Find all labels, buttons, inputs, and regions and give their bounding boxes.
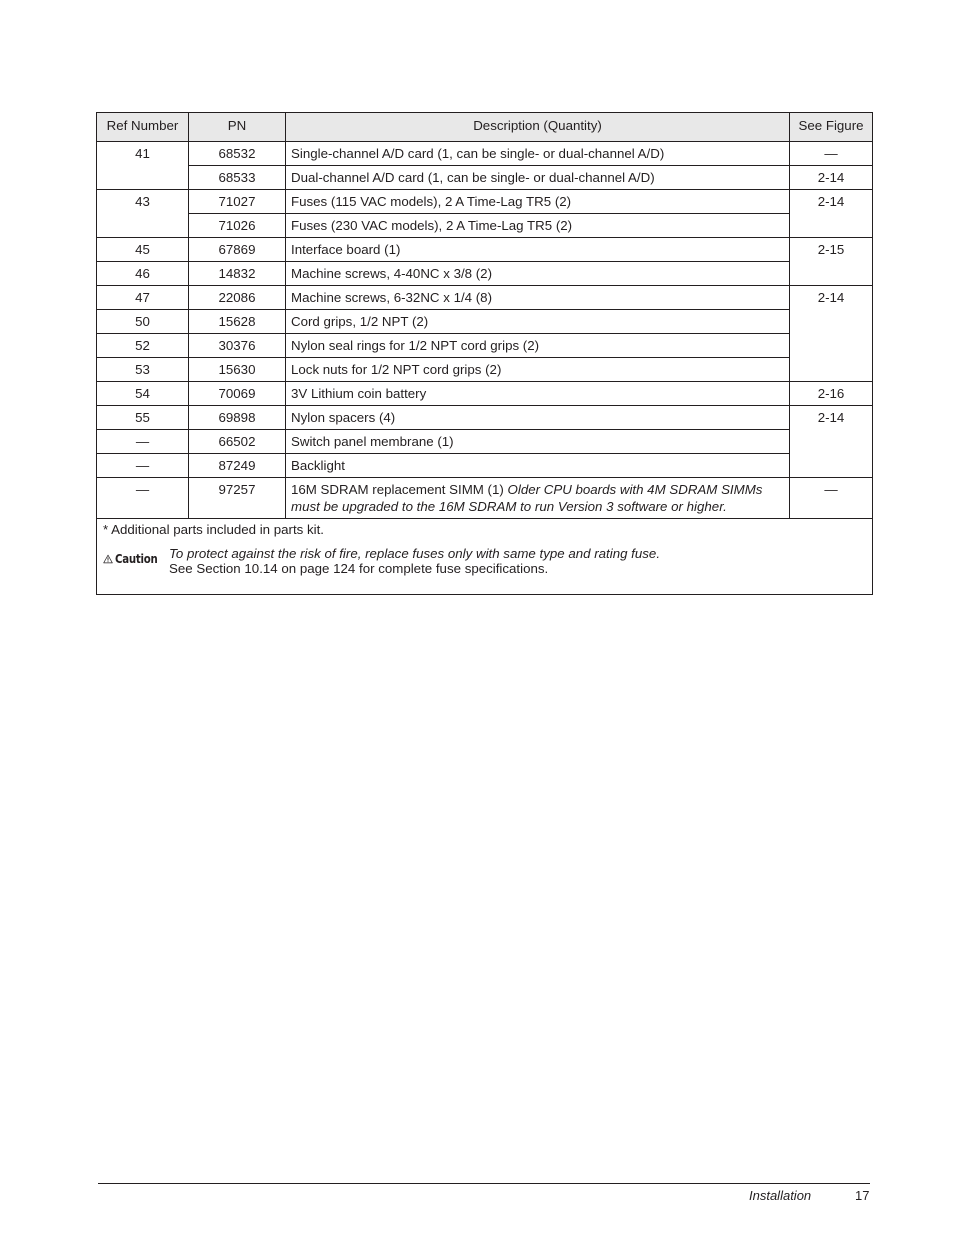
- cell-figure: —: [790, 142, 873, 166]
- table-row: [97, 214, 873, 238]
- cell-description: Interface board (1): [286, 238, 790, 262]
- notes-cell: [97, 519, 873, 595]
- table-row: [97, 262, 873, 286]
- table-row: [97, 166, 873, 190]
- cell-ref: 45: [97, 238, 189, 262]
- description-note: Older CPU boards with 4M SDRAM SIMMs must be upgraded to the 16M SDRAM to run Version 3 software or higher.: [291, 482, 763, 514]
- footer-section-title: Installation: [749, 1188, 812, 1203]
- cell-description: Nylon spacers (4): [286, 406, 790, 430]
- cell-figure: 2-14: [790, 166, 873, 190]
- cell-ref: 41: [97, 142, 189, 190]
- caution-label: [103, 546, 165, 572]
- cell-ref: 53: [97, 358, 189, 382]
- table-row: [97, 478, 873, 519]
- caution-word: Caution: [115, 551, 158, 566]
- caution-text: [169, 546, 660, 576]
- cell-ref: 47: [97, 286, 189, 310]
- description-text: 16M SDRAM replacement SIMM (1): [291, 482, 504, 497]
- table-notes-row: [97, 519, 873, 595]
- table-row: [97, 238, 873, 262]
- cell-description: [286, 478, 790, 519]
- table-row: [97, 430, 873, 454]
- cell-figure: 2-14: [790, 190, 873, 238]
- cell-pn: 87249: [189, 454, 286, 478]
- cell-figure: 2-14: [790, 406, 873, 478]
- cell-pn: 68533: [189, 166, 286, 190]
- cell-pn: 68532: [189, 142, 286, 166]
- caution-block: [103, 546, 866, 576]
- table-row: [97, 286, 873, 310]
- cell-pn: 15628: [189, 310, 286, 334]
- cell-ref: 55: [97, 406, 189, 430]
- table-row: [97, 334, 873, 358]
- cell-description: Machine screws, 4-40NC x 3/8 (2): [286, 262, 790, 286]
- parts-table: [96, 112, 873, 595]
- cell-description: 3V Lithium coin battery: [286, 382, 790, 406]
- cell-ref: —: [97, 454, 189, 478]
- cell-pn: 71027: [189, 190, 286, 214]
- cell-pn: 30376: [189, 334, 286, 358]
- table-row: [97, 358, 873, 382]
- cell-description: Single-channel A/D card (1, can be single- or dual-channel A/D): [286, 142, 790, 166]
- caution-warning: To protect against the risk of fire, replace fuses only with same type and rating fuse.: [169, 546, 661, 561]
- table-row: [97, 454, 873, 478]
- header-see-figure: See Figure: [790, 113, 873, 142]
- caution-reference: See Section 10.14 on page 124 for complete fuse specifications.: [169, 561, 549, 576]
- cell-pn: 66502: [189, 430, 286, 454]
- table-row: [97, 190, 873, 214]
- cell-description: Fuses (230 VAC models), 2 A Time-Lag TR5 (2): [286, 214, 790, 238]
- cell-ref: —: [97, 430, 189, 454]
- cell-description: Nylon seal rings for 1/2 NPT cord grips (2): [286, 334, 790, 358]
- cell-ref: 43: [97, 190, 189, 238]
- cell-ref: —: [97, 478, 189, 519]
- cell-ref: 54: [97, 382, 189, 406]
- cell-pn: 69898: [189, 406, 286, 430]
- cell-description: Switch panel membrane (1): [286, 430, 790, 454]
- table-header-row: [97, 113, 873, 142]
- cell-description: Cord grips, 1/2 NPT (2): [286, 310, 790, 334]
- footer-divider: [98, 1183, 870, 1184]
- cell-description: Fuses (115 VAC models), 2 A Time-Lag TR5 (2): [286, 190, 790, 214]
- cell-figure: —: [790, 478, 873, 519]
- cell-ref: 50: [97, 310, 189, 334]
- header-description: Description (Quantity): [286, 113, 790, 142]
- table-row: [97, 310, 873, 334]
- cell-pn: 70069: [189, 382, 286, 406]
- table-row: [97, 382, 873, 406]
- cell-pn: 71026: [189, 214, 286, 238]
- cell-pn: 97257: [189, 478, 286, 519]
- table-row: [97, 142, 873, 166]
- cell-figure: 2-16: [790, 382, 873, 406]
- warning-triangle-icon: [103, 549, 113, 569]
- table-row: [97, 406, 873, 430]
- cell-pn: 67869: [189, 238, 286, 262]
- cell-pn: 15630: [189, 358, 286, 382]
- cell-ref: 52: [97, 334, 189, 358]
- footnote: * Additional parts included in parts kit.: [103, 522, 325, 537]
- cell-ref: 46: [97, 262, 189, 286]
- cell-description: Backlight: [286, 454, 790, 478]
- cell-description: Machine screws, 6-32NC x 1/4 (8): [286, 286, 790, 310]
- page-number: 17: [855, 1188, 870, 1203]
- cell-pn: 14832: [189, 262, 286, 286]
- cell-description: Dual-channel A/D card (1, can be single- or dual-channel A/D): [286, 166, 790, 190]
- cell-figure: 2-14: [790, 286, 873, 382]
- header-ref-number: Ref Number: [97, 113, 189, 142]
- cell-figure: 2-15: [790, 238, 873, 286]
- cell-pn: 22086: [189, 286, 286, 310]
- header-pn: PN: [189, 113, 286, 142]
- cell-description: Lock nuts for 1/2 NPT cord grips (2): [286, 358, 790, 382]
